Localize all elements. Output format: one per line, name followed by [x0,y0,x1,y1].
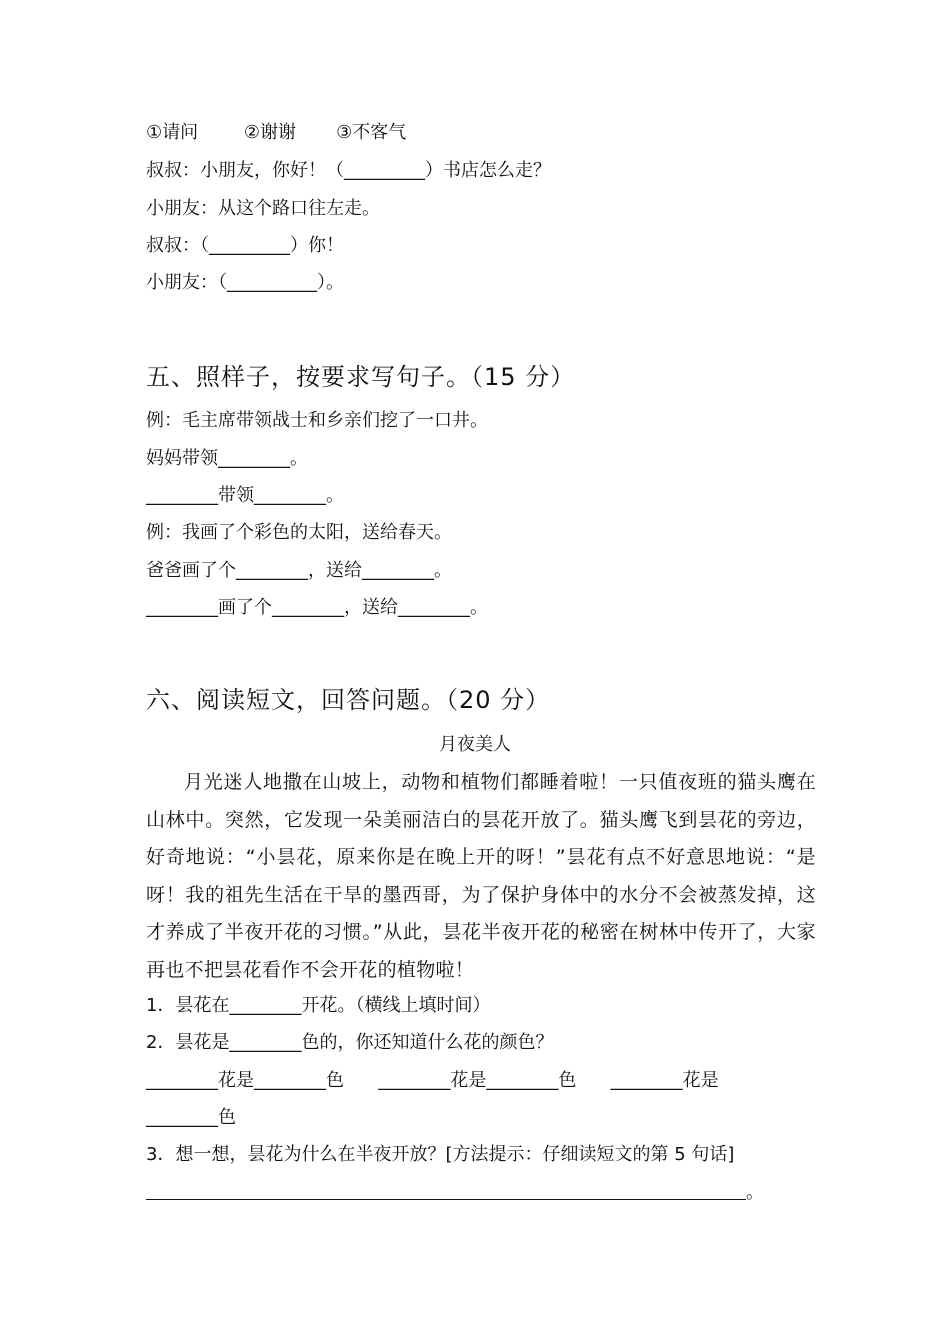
section-6-heading: 六、阅读短文，回答问题。（20 分） [146,686,551,714]
question-2: 2．昙花是________色的，你还知道什么花的颜色？ [146,1032,554,1053]
dialog-options: ①请问 ②谢谢 ③不客气 [146,122,407,143]
passage-body: 月光迷人地撒在山坡上，动物和植物们都睡着啦！一只值夜班的猫头鹰在山林中。突然，它发现一朵美丽洁白的昙花开放了。猫头鹰飞到昙花的旁边，好奇地说：“小昙花，原来你是在晚上开的呀！”昙花有点不好意思地说：“是呀！我的祖先生活在干旱的墨西哥，为了保护身体中的水分不会被蒸发掉，这才养成了半夜开花的习惯。”从此，昙花半夜开花的秘密在树林中传开了，大家再也不把昙花看作不会开花的植物啦！ [146,771,816,981]
exercise-line: ________带领________。 [146,485,344,506]
dialog-line: 叔叔：小朋友，你好！（_________）书店怎么走？ [146,160,551,181]
answer-end: 。 [746,1182,764,1203]
question-3: 3．想一想，昙花为什么在半夜开放？[方法提示：仔细读短文的第 5 句话] [146,1144,735,1165]
answer-line: ________色 [146,1107,236,1128]
section-5-heading: 五、照样子，按要求写句子。（15 分） [146,363,576,391]
exercise-line: 爸爸画了个________，送给________。 [146,560,452,581]
exercise-line: 妈妈带领________。 [146,448,308,469]
dialog-line: 小朋友：（__________）。 [146,272,344,293]
passage-title: 月夜美人 [439,734,511,755]
example-sentence: 例：我画了个彩色的太阳，送给春天。 [146,522,452,543]
example-sentence: 例：毛主席带领战士和乡亲们挖了一口井。 [146,410,488,431]
answer-blank[interactable] [146,1199,746,1200]
dialog-line: 小朋友：从这个路口往左走。 [146,198,380,219]
dialog-line: 叔叔：（_________）你！ [146,235,344,256]
exercise-line: ________画了个________，送给________。 [146,597,488,618]
question-1: 1．昙花在________开花。（横线上填时间） [146,995,491,1016]
answer-line: ________花是________色 ________花是________色 ________花是 [146,1070,719,1091]
